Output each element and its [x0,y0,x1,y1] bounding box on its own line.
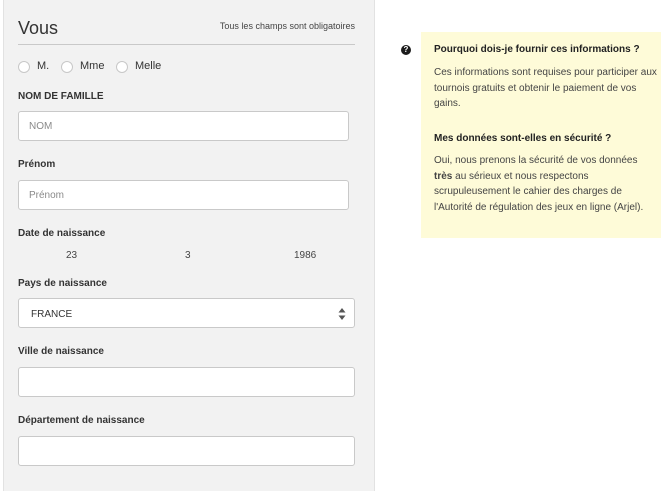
radio-label-mme: Mme [80,60,105,72]
birth-country-label: Pays de naissance [18,278,107,289]
radio-label-m: M. [37,60,50,72]
birth-day-select[interactable]: 23 [66,250,78,261]
birth-country-value: FRANCE [31,309,73,320]
last-name-label: NOM DE FAMILLE [18,91,104,102]
info-answer-2-bold: très [434,170,453,182]
radio-circle[interactable] [61,61,73,73]
radio-circle[interactable] [116,61,128,73]
radio-circle[interactable] [18,61,30,73]
last-name-placeholder: NOM [29,121,53,132]
birth-country-select[interactable] [18,298,355,328]
required-note: Tous les champs sont obligatoires [219,21,355,31]
select-arrows-icon [338,307,346,321]
radio-label-melle: Melle [135,60,162,72]
birth-year-select[interactable]: 1986 [294,250,317,261]
birth-month-select[interactable]: 3 [185,250,191,261]
birth-city-label: Ville de naissance [18,346,104,357]
birth-department-input[interactable] [18,436,355,466]
info-answer-1: Ces informations sont requises pour participer aux tournois gratuits et obtenir le paiement de vos gains. [434,67,657,109]
birth-department-label: Département de naissance [18,415,145,426]
info-question-2: Mes données sont-elles en sécurité ? [434,133,612,144]
first-name-label: Prénom [18,159,56,170]
first-name-input[interactable] [18,180,349,210]
info-answer-2-pre: Oui, nous prenons la sécurité de vos données [434,155,638,166]
last-name-input[interactable] [18,111,349,141]
birth-city-input[interactable] [18,367,355,397]
form-title: Vous [18,18,59,38]
info-answer-2 [434,153,658,215]
first-name-placeholder: Prénom [29,190,65,201]
info-answer-2-post: au sérieux et nous respectons scrupuleusement le cahier des charges de l'Autorité de régulation des jeux en ligne (Arjel). [434,170,644,213]
question-circle-icon: ? [401,45,411,55]
form-header [18,16,355,45]
info-question-1: Pourquoi dois-je fournir ces informations ? [434,44,640,55]
birth-date-label: Date de naissance [18,228,106,239]
